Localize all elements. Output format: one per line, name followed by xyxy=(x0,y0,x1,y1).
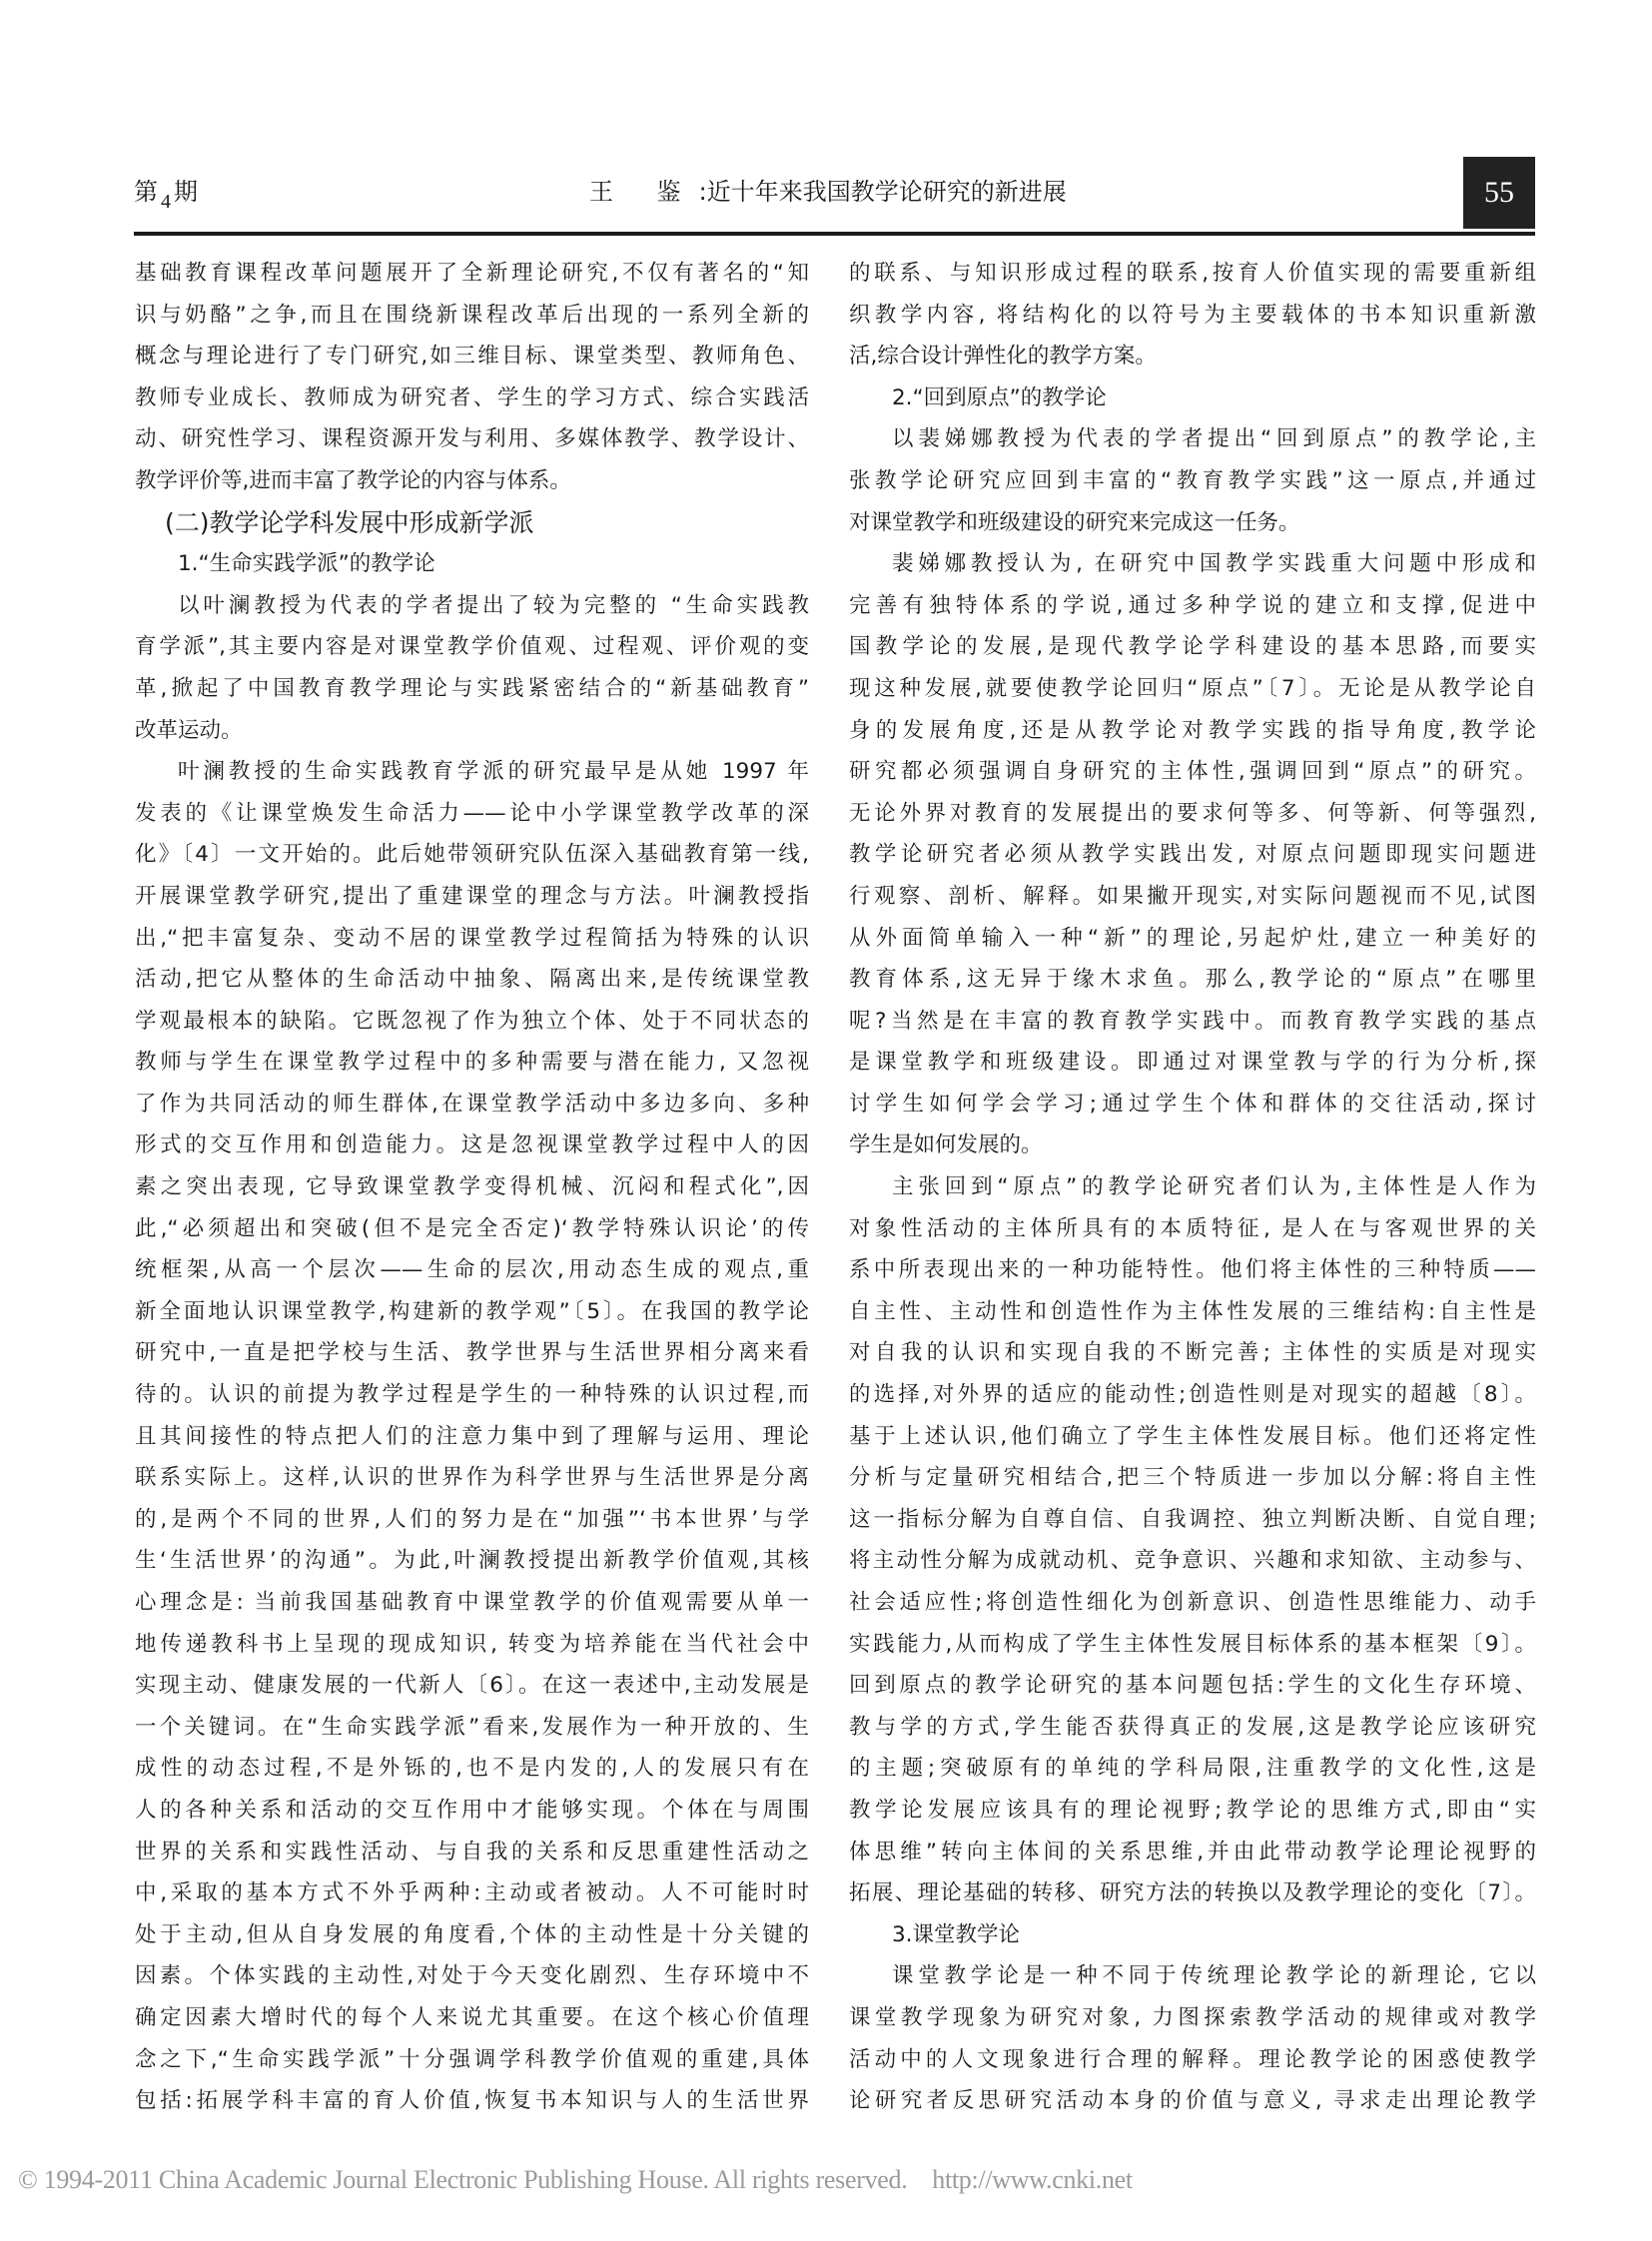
page-number-box xyxy=(1463,157,1535,229)
text-line: 教与学的方式,学生能否获得真正的发展,这是教学论应该研究 xyxy=(849,1714,1536,1740)
text-line: 教师专业成长、教师成为研究者、学生的学习方式、综合实践活 xyxy=(135,384,809,410)
text-line: 张教学论研究应回到丰富的“教育教学实践”这一原点,并通过 xyxy=(849,467,1536,493)
text-line: 体思维”转向主体间的关系思维,并由此带动教学论理论视野的 xyxy=(849,1839,1536,1865)
text-line: 身的发展角度,还是从教学论对教学实践的指导角度,教学论 xyxy=(849,717,1536,743)
text-line: 回到原点的教学论研究的基本问题包括:学生的文化生存环境、 xyxy=(849,1673,1536,1699)
text-line: 化》〔4〕一文开始的。此后她带领研究队伍深入基础教育第一线, xyxy=(135,842,809,868)
text-line: 改革运动。 xyxy=(135,717,243,743)
text-line: 讨学生如何学会学习;通过学生个体和群体的交往活动,探讨 xyxy=(849,1091,1536,1117)
text-line: 这一指标分解为自尊自信、自我调控、独立判断决断、自觉自理; xyxy=(849,1506,1536,1532)
text-line: 完善有独特体系的学说,通过多种学说的建立和支撑,促进中 xyxy=(849,592,1536,618)
text-line: 心理念是: 当前我国基础教育中课堂教学的价值观需要从单一 xyxy=(135,1590,809,1615)
running-author: 王 鉴 xyxy=(589,178,699,206)
text-line: 活动中的人文现象进行合理的解释。理论教学论的困惑使教学 xyxy=(849,2046,1536,2072)
text-line: 素之突出表现, 它导致课堂教学变得机械、沉闷和程式化”,因 xyxy=(135,1174,809,1200)
text-line: 教学论发展应该具有的理论视野;教学论的思维方式,即由“实 xyxy=(849,1797,1536,1823)
text-line: 呢?当然是在丰富的教育教学实践中。而教育教学实践的基点 xyxy=(849,1008,1536,1034)
text-line: 教学评价等,进而丰富了教学论的内容与体系。 xyxy=(135,467,571,493)
text-line: 世界的关系和实践性活动、与自我的关系和反思重建性活动之 xyxy=(135,1839,809,1865)
text-line: 开展课堂教学研究,提出了重建课堂的理念与方法。叶澜教授指 xyxy=(135,883,809,909)
text-line: 中,采取的基本方式不外乎两种:主动或者被动。人不可能时时 xyxy=(135,1880,809,1906)
text-line: 织教学内容, 将结构化的以符号为主要载体的书本知识重新激 xyxy=(849,302,1536,328)
text-line: 形式的交互作用和创造能力。这是忽视课堂教学过程中人的因 xyxy=(135,1132,809,1158)
text-line: 以裴娣娜教授为代表的学者提出“回到原点”的教学论,主 xyxy=(892,426,1536,452)
issue-label xyxy=(134,172,198,213)
text-line: 此,“必须超出和突破(但不是完全否定)‘教学特殊认识论’的传 xyxy=(135,1215,809,1241)
subsection-heading: 1.“生命实践学派”的教学论 xyxy=(178,551,435,577)
text-line: 从外面简单输入一种“新”的理论,另起炉灶,建立一种美好的 xyxy=(849,925,1536,951)
header-rule xyxy=(134,232,1535,236)
text-line: 主张回到“原点”的教学论研究者们认为,主体性是人作为 xyxy=(892,1174,1536,1200)
text-line: 现这种发展,就要使教学论回归“原点”〔7〕。无论是从教学论自 xyxy=(849,675,1536,701)
text-line: 统框架,从高一个层次——生命的层次,用动态生成的观点,重 xyxy=(135,1257,809,1283)
running-title-text: :近十年来我国教学论研究的新进展 xyxy=(698,178,1067,206)
text-line: 的,是两个不同的世界,人们的努力是在“加强”‘书本世界’与学 xyxy=(135,1506,809,1532)
text-line: 念之下,“生命实践学派”十分强调学科教学价值观的重建,具体 xyxy=(135,2046,809,2072)
text-line: 识与奶酪”之争,而且在围绕新课程改革后出现的一系列全新的 xyxy=(135,302,809,328)
text-line: 出,“把丰富复杂、变动不居的课堂教学过程简括为特殊的认识 xyxy=(135,925,809,951)
text-line: 了作为共同活动的师生群体,在课堂教学活动中多边多向、多种 xyxy=(135,1091,809,1117)
text-line: 行观察、剖析、解释。如果撇开现实,对实际问题视而不见,试图 xyxy=(849,883,1536,909)
text-line: 裴娣娜教授认为, 在研究中国教学实践重大问题中形成和 xyxy=(892,551,1536,577)
left-column xyxy=(135,253,809,2122)
subsection-heading: 2.“回到原点”的教学论 xyxy=(892,384,1107,410)
text-line: 的主题;突破原有的单纯的学科局限,注重教学的文化性,这是 xyxy=(849,1756,1536,1782)
running-title xyxy=(589,172,1067,207)
text-line: 教育体系,这无异于缘木求鱼。那么,教学论的“原点”在哪里 xyxy=(849,967,1536,993)
text-line: 以叶澜教授为代表的学者提出了较为完整的 “生命实践教 xyxy=(178,592,809,618)
text-line: 社会适应性;将创造性细化为创新意识、创造性思维能力、动手 xyxy=(849,1590,1536,1615)
text-line: 因素。个体实践的主动性,对处于今天变化剧烈、生存环境中不 xyxy=(135,1963,809,1989)
text-line: 叶澜教授的生命实践教育学派的研究最早是从她 1997 年 xyxy=(178,759,809,785)
text-line: 教学论研究者必须从教学实践出发, 对原点问题即现实问题进 xyxy=(849,842,1536,868)
text-line: 课堂教学现象为研究对象, 力图探索教学活动的规律或对教学 xyxy=(849,2004,1536,2030)
text-line: 实现主动、健康发展的一代新人〔6〕。在这一表述中,主动发展是 xyxy=(135,1673,809,1699)
text-line: 对自我的认识和实现自我的不断完善; 主体性的实质是对现实 xyxy=(849,1340,1536,1366)
text-line: 国教学论的发展,是现代教学论学科建设的基本思路,而要实 xyxy=(849,634,1536,660)
text-line: 一个关键词。在“生命实践学派”看来,发展作为一种开放的、生 xyxy=(135,1714,809,1740)
text-line: 新全面地认识课堂教学,构建新的教学观”〔5〕。在我国的教学论 xyxy=(135,1298,809,1324)
text-line: 课堂教学论是一种不同于传统理论教学论的新理论, 它以 xyxy=(892,1963,1536,1989)
text-line: 学观最根本的缺陷。它既忽视了作为独立个体、处于不同状态的 xyxy=(135,1008,809,1034)
text-line: 拓展、理论基础的转移、研究方法的转换以及教学理论的变化〔7〕。 xyxy=(849,1880,1536,1906)
text-line: 研究都必须强调自身研究的主体性,强调回到“原点”的研究。 xyxy=(849,759,1536,785)
page-number: 55 xyxy=(1484,176,1514,209)
text-line: 论研究者反思研究活动本身的价值与意义, 寻求走出理论教学 xyxy=(849,2088,1536,2114)
text-line: 育学派”,其主要内容是对课堂教学价值观、过程观、评价观的变 xyxy=(135,634,809,660)
text-line: 联系实际上。这样,认识的世界作为科学世界与生活世界是分离 xyxy=(135,1465,809,1491)
issue-suffix: 期 xyxy=(174,178,198,206)
cnki-url[interactable]: http://www.cnki.net xyxy=(932,2165,1133,2194)
text-line: 的联系、与知识形成过程的联系,按育人价值实现的需要重新组 xyxy=(849,261,1536,286)
text-line: 概念与理论进行了专门研究,如三维目标、课堂类型、教师角色、 xyxy=(135,344,809,370)
text-line: 基础教育课程改革问题展开了全新理论研究,不仅有著名的“知 xyxy=(135,261,809,286)
text-line: 确定因素大增时代的每个人来说尤其重要。在这个核心价值理 xyxy=(135,2004,809,2030)
text-line: 活,综合设计弹性化的教学方案。 xyxy=(849,344,1157,370)
right-column xyxy=(849,253,1536,2122)
text-line: 无论外界对教育的发展提出的要求何等多、何等新、何等强烈, xyxy=(849,800,1536,826)
text-line: 教师与学生在课堂教学过程中的多种需要与潜在能力, 又忽视 xyxy=(135,1050,809,1076)
copyright-text: © 1994-2011 China Academic Journal Electronic Publishing House. All rights reserved. xyxy=(18,2165,908,2194)
text-line: 成性的动态过程,不是外铄的,也不是内发的,人的发展只有在 xyxy=(135,1756,809,1782)
text-line: 革,掀起了中国教育教学理论与实践紧密结合的“新基础教育” xyxy=(135,675,809,701)
text-line: 动、研究性学习、课程资源开发与利用、多媒体教学、教学设计、 xyxy=(135,426,809,452)
text-line: 对课堂教学和班级建设的研究来完成这一任务。 xyxy=(849,509,1300,535)
text-line: 分析与定量研究相结合,把三个特质进一步加以分解:将自主性 xyxy=(849,1465,1536,1491)
text-line: 实践能力,从而构成了学生主体性发展目标体系的基本框架〔9〕。 xyxy=(849,1631,1536,1657)
text-line: 包括:拓展学科丰富的育人价值,恢复书本知识与人的生活世界 xyxy=(135,2088,809,2114)
text-line: 处于主动,但从自身发展的角度看,个体的主动性是十分关键的 xyxy=(135,1921,809,1947)
text-line: 地传递教科书上呈现的现成知识, 转变为培养能在当代社会中 xyxy=(135,1631,809,1657)
text-line: 研究中,一直是把学校与生活、教学世界与生活世界相分离来看 xyxy=(135,1340,809,1366)
section-heading: (二)教学论学科发展中形成新学派 xyxy=(165,507,534,537)
text-line: 活动,把它从整体的生命活动中抽象、隔离出来,是传统课堂教 xyxy=(135,967,809,993)
subsection-heading: 3.课堂教学论 xyxy=(892,1921,1021,1947)
text-line: 系中所表现出来的一种功能特性。他们将主体性的三种特质—— xyxy=(849,1257,1536,1283)
text-line: 是课堂教学和班级建设。即通过对课堂教与学的行为分析,探 xyxy=(849,1050,1536,1076)
copyright-footer xyxy=(18,2165,1133,2195)
text-line: 对象性活动的主体所具有的本质特征, 是人在与客观世界的关 xyxy=(849,1215,1536,1241)
text-line: 学生是如何发展的。 xyxy=(849,1132,1043,1158)
text-line: 基于上述认识,他们确立了学生主体性发展目标。他们还将定性 xyxy=(849,1423,1536,1449)
text-line: 将主动性分解为成就动机、竞争意识、兴趣和求知欲、主动参与、 xyxy=(849,1548,1536,1574)
text-line: 发表的《让课堂焕发生命活力——论中小学课堂教学改革的深 xyxy=(135,800,809,826)
text-line: 的选择,对外界的适应的能动性;创造性则是对现实的超越〔8〕。 xyxy=(849,1382,1536,1408)
issue-number: 4 xyxy=(161,191,171,213)
text-line: 待的。认识的前提为教学过程是学生的一种特殊的认识过程,而 xyxy=(135,1382,809,1408)
text-line: 且其间接性的特点把人们的注意力集中到了理解与运用、理论 xyxy=(135,1423,809,1449)
text-line: 人的各种关系和活动的交互作用中才能够实现。个体在与周围 xyxy=(135,1797,809,1823)
issue-prefix: 第 xyxy=(134,178,158,206)
text-line: 自主性、主动性和创造性作为主体性发展的三维结构:自主性是 xyxy=(849,1298,1536,1324)
text-line: 生‘生活世界’的沟通”。为此,叶澜教授提出新教学价值观,其核 xyxy=(135,1548,809,1574)
